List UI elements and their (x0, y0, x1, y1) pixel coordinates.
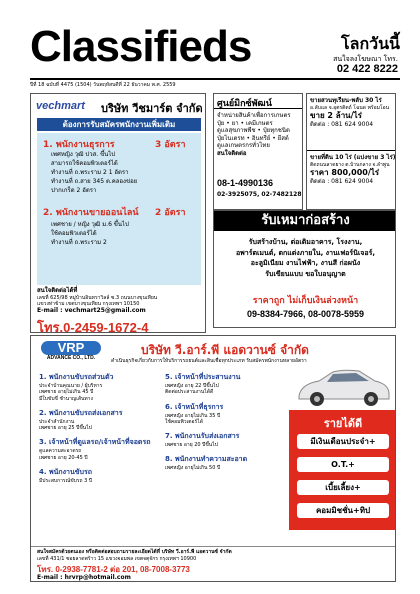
vrp-job-line: เพศชาย อายุ 20 ปีขึ้นไป (165, 442, 218, 448)
construction-promo: ราคาถูก ไม่เก็บเงินล่วงหน้า (252, 296, 359, 306)
benefit-item: เบี้ยเลี้ยง+ (297, 480, 389, 495)
land-price: ขาย 2 ล้าน/ไร่ (310, 110, 362, 120)
vechmart-hiring-band: ต้องการรับสมัครพนักงานเพิ่มเติม (37, 118, 201, 131)
vrp-job-title: 4. พนักงานขับรถ (39, 467, 92, 476)
job1-line: ทำงานที่ ถ.พระราม 2 1 อัตรา (51, 169, 129, 176)
address-line: แขวงท่าข้าม เขตบางขุนเทียน กรุงเทพฯ 10150 (37, 300, 140, 307)
land-divider (307, 150, 396, 151)
vechmart-company: บริษัท วีชมาร์ต จำกัด (101, 102, 203, 115)
ad-contact-label: สนใจลงโฆษณา โทร. (333, 55, 398, 63)
vrp-job-line: เพศชาย อายุ 25 ปีขึ้นไป (39, 425, 92, 431)
masthead-title: Classifieds (30, 22, 252, 71)
vrp-job-line: เพศชาย อายุ 20-45 ปี (39, 454, 88, 461)
vechmart-ad (30, 93, 206, 333)
benefit-item: O.T.+ (297, 457, 389, 472)
center-details (217, 112, 291, 157)
vrp-job-line: ใช้คอมพิวเตอร์ได้ (165, 418, 203, 425)
center-phone-1: 08-1-4990136 (217, 178, 274, 188)
construction-ad (213, 210, 396, 328)
job2-count: 2 อัตรา (155, 208, 186, 218)
vrp-phones: โทร. 0-2938-7781-2 ต่อ 201, 08-7008-3773 (37, 565, 190, 574)
vrp-jobs-right (165, 372, 283, 472)
center-phone-2: 02-3925075, 02-7482128 (217, 191, 302, 198)
newspaper-logo: โลกวันนี้ (341, 34, 400, 53)
land-tel: ติดต่อ : 081 624 9004 (310, 120, 374, 128)
vrp-job-line: มีประสบการณ์ขับรถ 3 ปี (39, 477, 93, 484)
land-listing-1 (310, 97, 394, 128)
job1-line: ทำงานที่ ถ.สาย 345 ต.คลองข่อย (51, 178, 138, 185)
job2-title: 2. พนักงานขายออนไลน์ (43, 208, 139, 218)
land-listing-2 (310, 154, 394, 185)
job1-title: 1. พนักงานธุรการ (43, 140, 115, 150)
center-title: ศูนย์มิกซ์พัฒน์ (214, 94, 303, 109)
vechmart-email: E-mail : vechmart25@gmail.com (37, 307, 146, 314)
vrp-job-title: 5. เจ้าหน้าที่ประสานงาน (165, 373, 241, 381)
benefit-item: มีเงินเดือนประจำ+ (297, 434, 389, 449)
detail-line: ดูแลเกษตรกรทั่วไทย (217, 142, 270, 149)
vrp-contact-line: สนใจสมัครด้วยตนเอง หรือติดต่อสอบถามรายละเอียดได้ที่ บริษัท วี.อาร์.พี แอดวานซ์ จำกัด (37, 549, 232, 555)
land-desc: ติดถนนลาดยาง ต.บ้านกลาง จ.ลำพูน (310, 161, 390, 168)
job2-line: ทำงานที่ ถ.พระราม 2 (51, 239, 107, 246)
vrp-logo-mark: VRP (41, 341, 101, 355)
vrp-advance-ad (30, 335, 396, 582)
vechmart-logo: vechmart (36, 100, 85, 112)
detail-line: ปุ๋ย • ยา • เคมีเกษตร (217, 119, 273, 127)
vrp-jobs-left (39, 372, 157, 484)
vrp-job-line: เพศหญิง อายุไม่เกิน 35 ปี (165, 412, 221, 419)
vrp-logo (41, 341, 101, 361)
car-image (293, 366, 393, 408)
contact-heading: สนใจติดต่อได้ที่ (37, 287, 78, 294)
service-line: อะลูมิเนียม งานไฟฟ้า, งานสี ก่อผนัง (250, 259, 361, 267)
vechmart-phone: โทร.0-2459-1672-4 (37, 320, 149, 333)
job2-line: ใช้คอมพิวเตอร์ได้ (51, 230, 97, 237)
vrp-company: บริษัท วี.อาร์.พี แอดวานซ์ จำกัด (141, 343, 309, 357)
benefits-title: รายได้ดี (323, 417, 363, 430)
land-tel: ติดต่อ : 081 624 9004 (310, 177, 374, 185)
vrp-job-title: 1. พนักงานขับรถส่วนตัว (39, 373, 114, 381)
vrp-job-title: 2. พนักงานขับรถส่งเอกสาร (39, 408, 123, 417)
vrp-job-line: ประจำสำนักงาน (39, 418, 75, 425)
land-desc: อ.ลับแล จ.อุตรดิตถ์ โฉนด พร้อมโอน (310, 104, 390, 111)
vechmart-header (31, 94, 206, 118)
construction-title: รับเหมาก่อสร้าง (214, 211, 396, 231)
land-price: ราคา 800,000/ไร่ (310, 167, 380, 177)
service-line: รับเขียนแบบ ขอใบอนุญาต (265, 269, 346, 278)
service-line: อพาร์ตเมนต์, ตกแต่งภายใน, งานเฟอร์นิเจอร์, (235, 248, 376, 257)
vrp-job-line: ประจำบ้านคุณนาย / ผู้บริหาร (39, 383, 103, 389)
construction-phones: 09-8384-7966, 08-0078-5959 (246, 309, 365, 319)
construction-services (218, 237, 393, 279)
vrp-job-title: 8. พนักงานทำความสะอาด (165, 455, 248, 464)
job1-count: 3 อัตรา (155, 140, 186, 150)
vrp-job-line: เพศชาย อายุไม่เกิน 45 ปี (39, 389, 94, 396)
vrp-description: ดำเนินธุรกิจเกี่ยวกับการให้บริการรถยนต์และสินเชื่อทุกประเภท รับสมัครพนักงานหลายอัตรา (111, 358, 307, 364)
address-line: เลขที่ 625/98 หมู่บ้านอินทราวิลล์ ซ.3 ถนนบางขุนเทียน (37, 294, 158, 301)
job1-line: สามารถใช้คอมพิวเตอร์ได้ (51, 160, 118, 167)
vrp-job-line: เพศหญิง อายุ 22 ปีขึ้นไป (165, 383, 219, 389)
land-sale-ad (306, 93, 396, 210)
vrp-email: E-mail : hrvrp@hotmail.com (37, 574, 131, 581)
job1-line: เพศหญิง วุฒิ ปวส. ขึ้นไป (51, 151, 116, 158)
masthead-divider (30, 78, 400, 80)
detail-line: สนใจติดต่อ (217, 149, 247, 157)
vrp-contact (31, 546, 396, 582)
detail-line: ปุ๋ยไนเตรท • อินทรีย์ • ยีสต์ (217, 134, 289, 142)
land-title: ขายสวนทุเรียน-พลับ 30 ไร่ (310, 97, 382, 104)
vrp-job-title: 6. เจ้าหน้าที่ธุรการ (165, 402, 224, 411)
detail-line: ดูแลสุขภาพพืช • ปุ๋ยทุกชนิด (217, 127, 290, 134)
service-line: รับสร้างบ้าน, ต่อเติมอาคาร, โรงงาน, (248, 238, 363, 246)
issue-info: ปีที่ 18 ฉบับที่ 4475 (1504) วันพฤหัสบดีที่ 22 ธันวาคม พ.ศ. 2559 (30, 82, 176, 88)
mixphat-center-ad (213, 93, 303, 210)
vechmart-jobs-panel (37, 133, 201, 285)
job2-line: เพศชาย / หญิง วุฒิ ม.6 ขึ้นไป (51, 221, 129, 228)
detail-line: จำหน่ายสินค้าเพื่อการเกษตร (217, 112, 291, 119)
vrp-job-title: 3. เจ้าหน้าที่ดูแลรถ/เจ้าหน้าที่จอดรถ (39, 438, 151, 447)
vrp-job-title: 7. พนักงานรับส่งเอกสาร (165, 432, 240, 440)
vechmart-contact (37, 287, 201, 315)
job1-line: ปากเกร็ด 2 อัตรา (51, 187, 97, 194)
benefit-item: คอมมิชชั่น+ทิป (297, 503, 389, 518)
vrp-job-line: ติดต่อประสานงานได้ดี (165, 389, 214, 396)
vrp-job-line: เพศหญิง อายุไม่เกิน 50 ปี (165, 465, 221, 472)
vrp-logo-sub: ADVANCE CO., LTD. (46, 355, 96, 361)
vrp-job-line: มีใบขับขี่ ชำนาญเส้นทาง (39, 395, 93, 402)
land-title: ขายที่ดิน 10 ไร่ (แบ่งขาย 3 ไร่) (310, 154, 396, 161)
vrp-contact-line: เลขที่ 431/1 ซอยลาดพร้าว 15 แขวงจอมพล เขตจตุจักร กรุงเทพฯ 10900 (37, 556, 197, 562)
ad-contact-phone: 02 422 8222 (336, 63, 398, 75)
vrp-job-line: ดูแลความสะอาดรถ (39, 448, 82, 455)
